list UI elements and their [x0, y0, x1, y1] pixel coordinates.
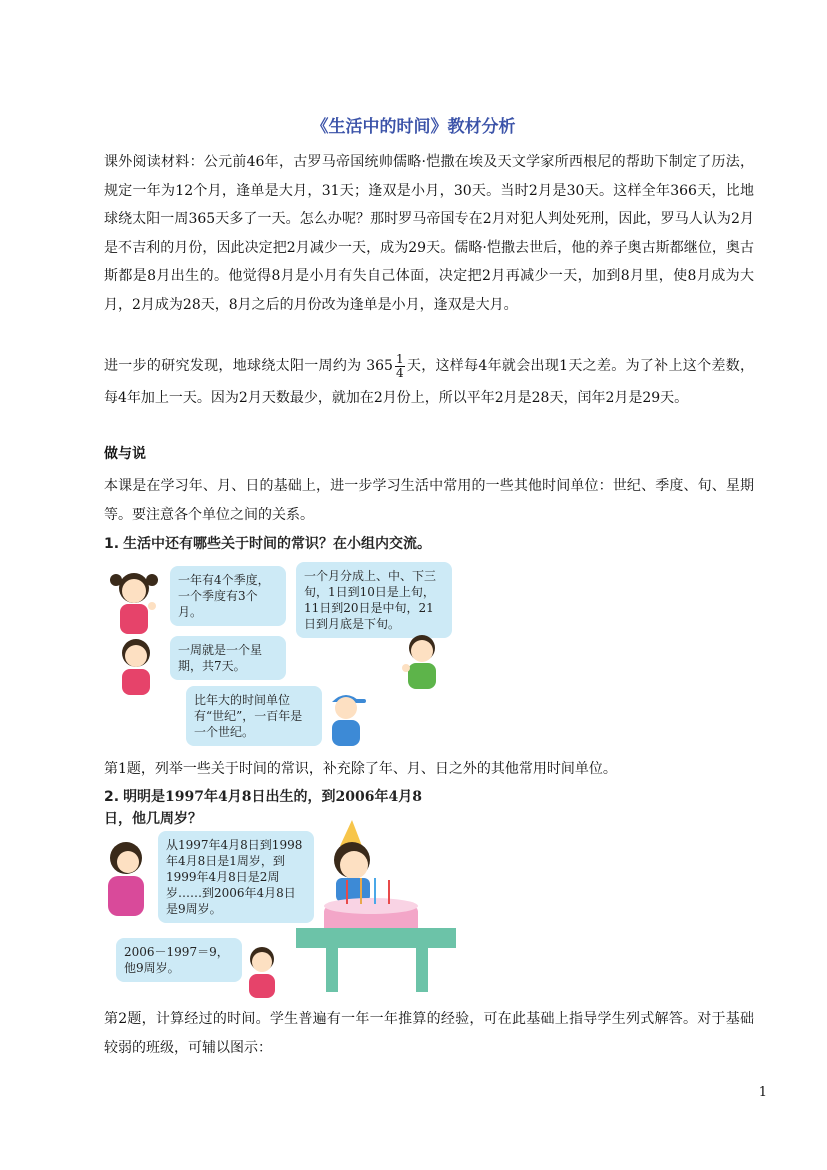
note-question-2: 第2题，计算经过的时间。学生普遍有一年一年推算的经验，可在此基础上指导学生列式解答。对于基础较弱的班级，可辅以图示： — [104, 1011, 754, 1056]
bubble-count-years: 从1997年4月8日到1998年4月8日是1周岁，到1999年4月8日是2周岁……到2006年4月8日是9周岁。 — [158, 831, 314, 923]
teacher-illustration — [100, 838, 155, 918]
figure1-number: 1. — [104, 536, 120, 552]
section-intro: 本课是在学习年、月、日的基础上，进一步学习生活中常用的一些其他时间单位：世纪、季度、旬、星期等。要注意各个单位之间的关系。 — [104, 478, 754, 523]
figure1-question: 生活中还有哪些关于时间的常识？在小组内交流。 — [123, 536, 432, 552]
section-heading: 做与说 — [104, 446, 146, 462]
boy-cap-illustration — [322, 688, 372, 748]
reading-paragraph-2 — [104, 350, 754, 414]
note-question-1: 第1题，列举一些关于时间的常识，补充除了年、月、日之外的其他常用时间单位。 — [104, 761, 617, 777]
figure2-question: 明明是1997年4月8日出生的，到2006年4月8日，他几周岁？ — [104, 789, 422, 827]
figure2-number: 2. — [104, 789, 120, 805]
girl-small-illustration — [240, 944, 284, 1000]
girl-red-illustration — [112, 637, 162, 697]
bubble-calculation: 2006－1997＝9，他9周岁。 — [116, 938, 242, 982]
boy-green-illustration — [398, 632, 448, 692]
fraction-quarter — [395, 353, 405, 380]
page-number: 1 — [758, 1085, 767, 1100]
birthday-cake-scene — [296, 820, 466, 1000]
fraction-denominator: 4 — [395, 365, 404, 380]
fraction-numerator: 1 — [395, 351, 404, 366]
figure1-heading — [104, 533, 431, 553]
page-title: 《生活中的时间》教材分析 — [311, 117, 516, 137]
reading-paragraph-2-end: 天，这样每4年就会出现1天之差。为了补上这个差数，每4年加上一天。因为2月天数最少，就加在2月份上，所以平年2月是28天，闰年2月是29天。 — [104, 358, 754, 406]
bubble-xun: 一个月分成上、中、下三旬，1日到10日是上旬，11日到20日是中旬，21日到月底是下旬。 — [296, 562, 452, 638]
reading-paragraph-2-start: 进一步的研究发现，地球绕太阳一周约为 365 — [104, 358, 393, 374]
bubble-quarter: 一年有4个季度，一个季度有3个月。 — [170, 566, 286, 626]
reading-paragraph-1: 课外阅读材料：公元前46年，古罗马帝国统帅儒略·恺撒在埃及天文学家所西根尼的帮助下制定了历法，规定一年为12个月，逢单是大月，31天；逢双是小月，30天。当时2月是30天。这样全年366天，比地球绕太阳一周365天多了一天。怎么办呢？那时罗马帝国专在2月对犯人判处死刑，因此，罗马人认为2月是不吉利的月份，因此决定把2月减少一天，成为29天。儒略·恺撒去世后，他的养子奥古斯都继位，奥古斯都是8月出生的。他觉得8月是小月有失自己体面，决定把2月再减少一天，加到8月里，使8月成为大月，2月成为28天，8月之后的月份改为逢单是小月，逢双是大月。 — [104, 154, 754, 313]
bubble-week: 一周就是一个星期，共7天。 — [170, 636, 286, 680]
bubble-century: 比年大的时间单位有“世纪”，一百年是一个世纪。 — [186, 686, 322, 746]
girl-ponytail-illustration — [106, 568, 166, 638]
table-icon — [296, 928, 456, 948]
